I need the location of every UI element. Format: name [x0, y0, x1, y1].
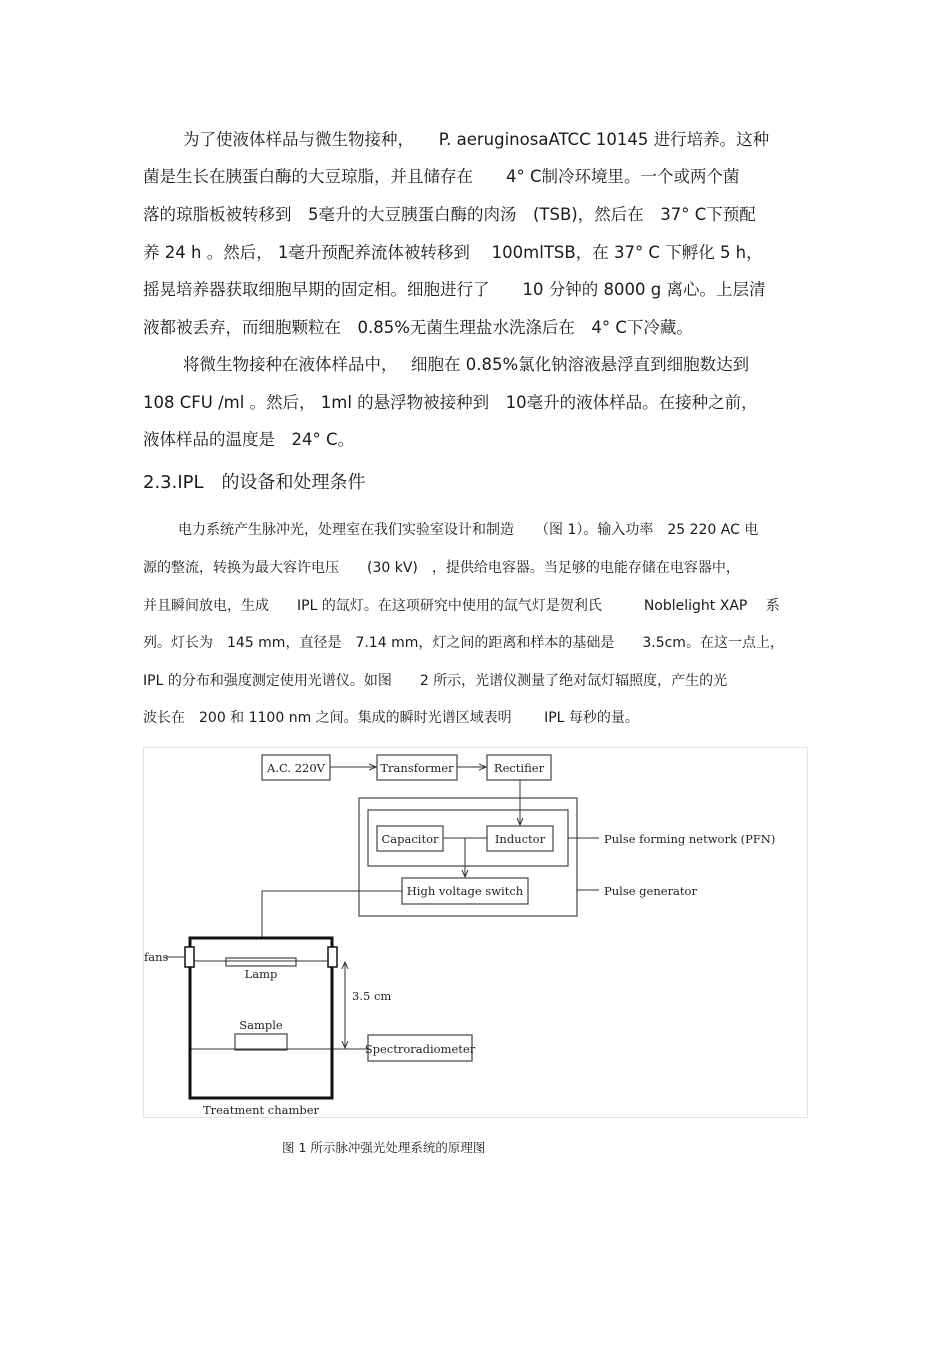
label-inductor: Inductor: [494, 832, 546, 846]
label-pfn: Pulse forming network (PFN): [604, 832, 776, 846]
label-spectroradiometer: Spectroradiometer: [364, 1042, 476, 1056]
lamp-box: [226, 958, 296, 966]
label-pulse-generator: Pulse generator: [604, 884, 697, 898]
para3-line-4: 列。灯长为 145 mm，直径是 7.14 mm，灯之间的距离和样本的基础是 3.5cm。在这一点上，: [143, 635, 784, 651]
label-transformer: Transformer: [380, 761, 454, 775]
para2-line-2: 108 CFU /ml 。然后， 1ml 的悬浮物被接种到 10毫升的液体样品。在接种之前，: [143, 393, 758, 412]
sample-box: [235, 1034, 287, 1050]
para3-line-1: 电力系统产生脉冲光，处理室在我们实验室设计和制造 （图 1）。输入功率 25 220 AC 电: [178, 522, 759, 538]
para3-line-3: 并且瞬间放电，生成 IPL 的氙灯。在这项研究中使用的氙气灯是贺利氏 Noblelight XAP 系: [143, 598, 780, 614]
label-treatment-chamber: Treatment chamber: [202, 1103, 320, 1117]
para1-line-4: 养 24 h 。然后， 1毫升预配养流体被转移到 100mlTSB，在 37° C 下孵化 5 h，: [143, 243, 763, 262]
para3-line-5: IPL 的分布和强度测定使用光谱仪。如图 2 所示，光谱仪测量了绝对氙灯辐照度，产生的光: [143, 673, 728, 689]
section-heading: 2.3.IPL 的设备和处理条件: [143, 472, 366, 493]
label-rectifier: Rectifier: [493, 761, 545, 775]
para1-line-3: 落的琼脂板被转移到 5毫升的大豆胰蛋白酶的肉汤 (TSB)，然后在 37° C下预配: [143, 205, 756, 224]
figure-1: [143, 747, 808, 1118]
para2-line-3: 液体样品的温度是 24° C。: [143, 430, 355, 449]
label-ac: A.C. 220V: [267, 761, 325, 775]
para3-line-2: 源的整流，转换为最大容许电压 (30 kV) ，提供给电容器。当足够的电能存储在电容器中，: [143, 560, 740, 576]
label-lamp: Lamp: [244, 967, 278, 981]
figure-caption: 图 1 所示脉冲强光处理系统的原理图: [282, 1140, 486, 1155]
right-fan: [328, 947, 337, 967]
label-sample: Sample: [239, 1018, 283, 1032]
ipl-system-diagram: [144, 748, 809, 1119]
para1-line-2: 菌是生长在胰蛋白酶的大豆琼脂，并且储存在 4° C制冷环境里。一个或两个菌: [143, 167, 740, 186]
left-fan: [185, 947, 194, 967]
para3-line-6: 波长在 200 和 1100 nm 之间。集成的瞬时光谱区域表明 IPL 每秒的量。: [143, 710, 639, 726]
label-distance: 3.5 cm: [352, 989, 392, 1003]
label-fans: fans: [144, 950, 169, 964]
para1-line-6: 液都被丢弃，而细胞颗粒在 0.85%无菌生理盐水洗涤后在 4° C下冷藏。: [143, 318, 693, 337]
para1-line-5: 摇晃培养器获取细胞早期的固定相。细胞进行了 10 分钟的 8000 g 离心。上层清: [143, 280, 766, 299]
para1-line-1: 为了使液体样品与微生物接种， P. aeruginosaATCC 10145 进行培养。这种: [183, 130, 770, 149]
label-capacitor: Capacitor: [381, 832, 439, 846]
label-hv-switch: High voltage switch: [406, 884, 524, 898]
para2-line-1: 将微生物接种在液体样品中， 细胞在 0.85%氯化钠溶液悬浮直到细胞数达到: [183, 355, 750, 374]
